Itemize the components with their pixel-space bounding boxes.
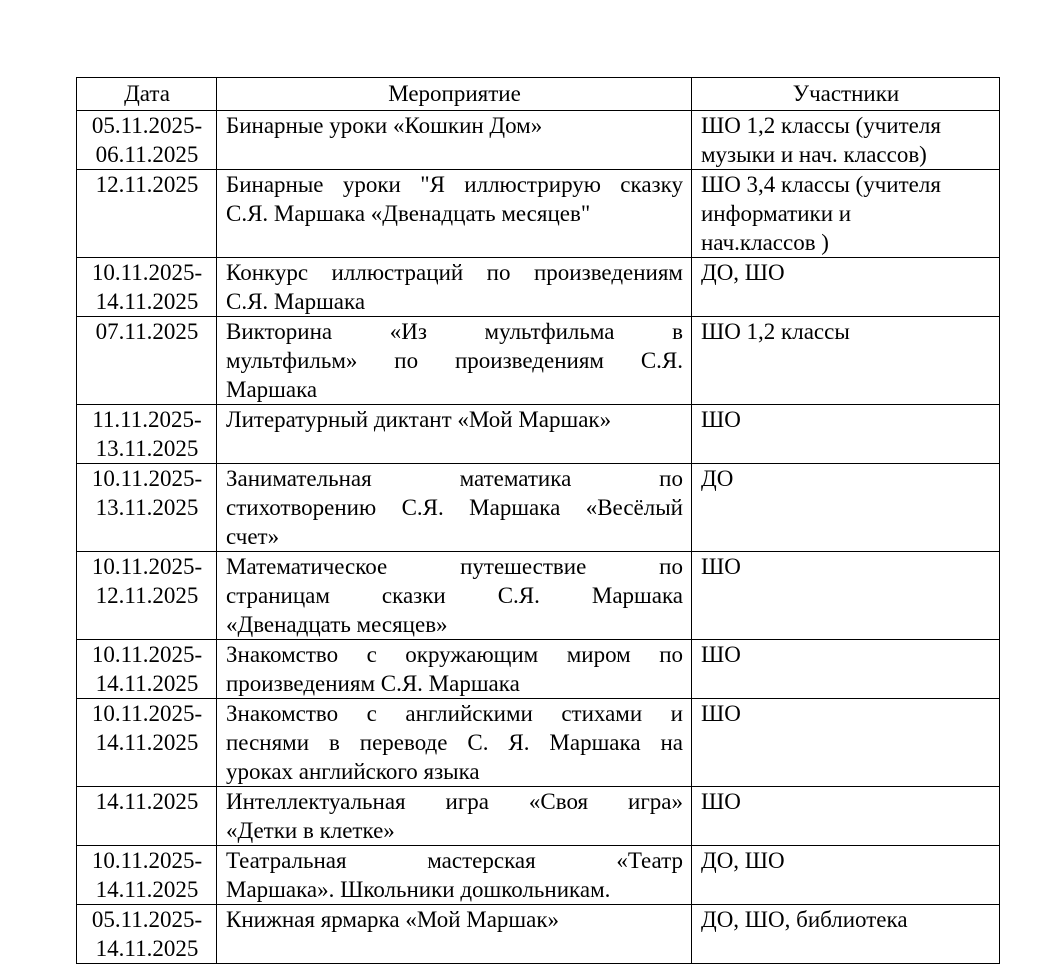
- cell-date: [77, 699, 217, 787]
- cell-date-line: 13.11.2025: [95, 436, 199, 461]
- cell-date: [77, 787, 217, 846]
- cell-participants-line: ШО 1,2 классы (учителя: [701, 113, 941, 138]
- cell-date: [77, 552, 217, 640]
- cell-date-line: 10.11.2025-: [91, 260, 203, 285]
- cell-date-line: 10.11.2025-: [91, 466, 203, 491]
- cell-date-line: 12.11.2025: [95, 172, 199, 197]
- cell-event: [217, 905, 692, 964]
- cell-event-line: Бинарные уроки «Кошкин Дом»: [226, 113, 543, 138]
- cell-event: [217, 846, 692, 905]
- events-table: [76, 77, 1000, 964]
- cell-participants-line: ДО: [701, 466, 734, 491]
- cell-event-line: С.Я. Маршака: [226, 289, 366, 314]
- cell-event-line: Маршака». Школьники дошкольникам.: [226, 877, 611, 902]
- cell-participants-line: ШО 1,2 классы: [701, 319, 850, 344]
- cell-participants-line: ШО: [701, 554, 741, 579]
- cell-date-line: 06.11.2025: [95, 142, 199, 167]
- cell-event-line: Занимательная математика по: [226, 466, 683, 491]
- cell-participants-line: ДО, ШО: [701, 260, 785, 285]
- table-row: [77, 464, 1000, 552]
- cell-participants-line: музыки и нач. классов): [701, 142, 927, 167]
- cell-event: [217, 787, 692, 846]
- cell-participants-line: ШО: [701, 642, 741, 667]
- cell-event-line: Бинарные уроки "Я иллюстрирую сказку: [226, 172, 683, 197]
- table-row: [77, 170, 1000, 258]
- cell-event-line: Конкурс иллюстраций по произведениям: [226, 260, 683, 285]
- cell-event-line: «Детки в клетке»: [226, 818, 395, 843]
- cell-date-line: 12.11.2025: [95, 583, 199, 608]
- cell-date: [77, 258, 217, 317]
- cell-participants: [692, 640, 1000, 699]
- header-participants: Участники: [692, 78, 1000, 111]
- cell-date-line: 07.11.2025: [95, 319, 199, 344]
- cell-date: [77, 464, 217, 552]
- table-header-row: [77, 78, 1000, 111]
- cell-date: [77, 846, 217, 905]
- cell-date-line: 14.11.2025: [95, 289, 199, 314]
- cell-date-line: 10.11.2025-: [91, 554, 203, 579]
- cell-date: [77, 111, 217, 170]
- cell-event: [217, 699, 692, 787]
- cell-date: [77, 170, 217, 258]
- cell-date: [77, 317, 217, 405]
- cell-event-line: Математическое путешествие по: [226, 554, 683, 579]
- cell-date-line: 13.11.2025: [95, 495, 199, 520]
- cell-event-line: Книжная ярмарка «Мой Маршак»: [226, 907, 560, 932]
- cell-event-line: уроках английского языка: [226, 759, 480, 784]
- cell-event: [217, 552, 692, 640]
- cell-event: [217, 317, 692, 405]
- table-row: [77, 405, 1000, 464]
- table-row: [77, 317, 1000, 405]
- cell-event-line: счет»: [226, 524, 280, 549]
- cell-event-line: Викторина «Из мультфильма в: [226, 319, 683, 344]
- cell-participants: [692, 111, 1000, 170]
- cell-event-line: Литературный диктант «Мой Маршак»: [226, 407, 612, 432]
- table-row: [77, 846, 1000, 905]
- cell-date-line: 05.11.2025-: [91, 113, 203, 138]
- cell-participants-line: ДО, ШО: [701, 848, 785, 873]
- cell-date-line: 05.11.2025-: [91, 907, 203, 932]
- cell-event-line: Интеллектуальная игра «Своя игра»: [226, 789, 683, 814]
- cell-date-line: 10.11.2025-: [91, 848, 203, 873]
- cell-event-line: Знакомство с окружающим миром по: [226, 642, 683, 667]
- cell-date-line: 10.11.2025-: [91, 701, 203, 726]
- cell-participants-line: ШО: [701, 701, 741, 726]
- cell-event-line: мультфильм» по произведениям С.Я.: [226, 348, 683, 373]
- table-row: [77, 111, 1000, 170]
- cell-date-line: 11.11.2025-: [92, 407, 202, 432]
- cell-participants-line: ШО 3,4 классы (учителя: [701, 172, 941, 197]
- cell-event: [217, 464, 692, 552]
- header-date: Дата: [77, 78, 217, 111]
- cell-participants-line: ШО: [701, 407, 741, 432]
- cell-event: [217, 170, 692, 258]
- cell-date: [77, 640, 217, 699]
- cell-participants: [692, 258, 1000, 317]
- cell-event: [217, 640, 692, 699]
- cell-participants-line: нач.классов ): [701, 230, 829, 255]
- cell-participants: [692, 464, 1000, 552]
- cell-date-line: 14.11.2025: [95, 730, 199, 755]
- cell-participants: [692, 846, 1000, 905]
- cell-event: [217, 111, 692, 170]
- cell-date-line: 14.11.2025: [95, 877, 199, 902]
- cell-date-line: 10.11.2025-: [91, 642, 203, 667]
- cell-event-line: страницам сказки С.Я. Маршака: [226, 583, 683, 608]
- cell-participants: [692, 787, 1000, 846]
- table-row: [77, 258, 1000, 317]
- cell-participants: [692, 699, 1000, 787]
- cell-participants-line: ДО, ШО, библиотека: [701, 907, 908, 932]
- cell-event-line: Маршака: [226, 377, 318, 402]
- cell-event-line: Театральная мастерская «Театр: [226, 848, 683, 873]
- cell-event-line: С.Я. Маршака «Двенадцать месяцев": [226, 201, 591, 226]
- cell-participants: [692, 317, 1000, 405]
- cell-participants: [692, 405, 1000, 464]
- cell-date: [77, 405, 217, 464]
- cell-event-line: произведениям С.Я. Маршака: [226, 671, 520, 696]
- cell-event-line: стихотворению С.Я. Маршака «Весёлый: [226, 495, 683, 520]
- cell-participants: [692, 170, 1000, 258]
- cell-date-line: 14.11.2025: [95, 671, 199, 696]
- table-row: [77, 699, 1000, 787]
- cell-event: [217, 258, 692, 317]
- cell-participants-line: ШО: [701, 789, 741, 814]
- cell-date: [77, 905, 217, 964]
- table-row: [77, 552, 1000, 640]
- cell-participants: [692, 905, 1000, 964]
- cell-event-line: «Двенадцать месяцев»: [226, 612, 448, 637]
- table-row: [77, 787, 1000, 846]
- table-row: [77, 905, 1000, 964]
- cell-date-line: 14.11.2025: [95, 789, 199, 814]
- cell-participants-line: информатики и: [701, 201, 852, 226]
- cell-event-line: Знакомство с английскими стихами и: [226, 701, 683, 726]
- cell-date-line: 14.11.2025: [95, 936, 199, 961]
- header-event: Мероприятие: [217, 78, 692, 111]
- cell-event: [217, 405, 692, 464]
- table-row: [77, 640, 1000, 699]
- cell-participants: [692, 552, 1000, 640]
- cell-event-line: песнями в переводе С. Я. Маршака на: [226, 730, 683, 755]
- table-body: [77, 111, 1000, 964]
